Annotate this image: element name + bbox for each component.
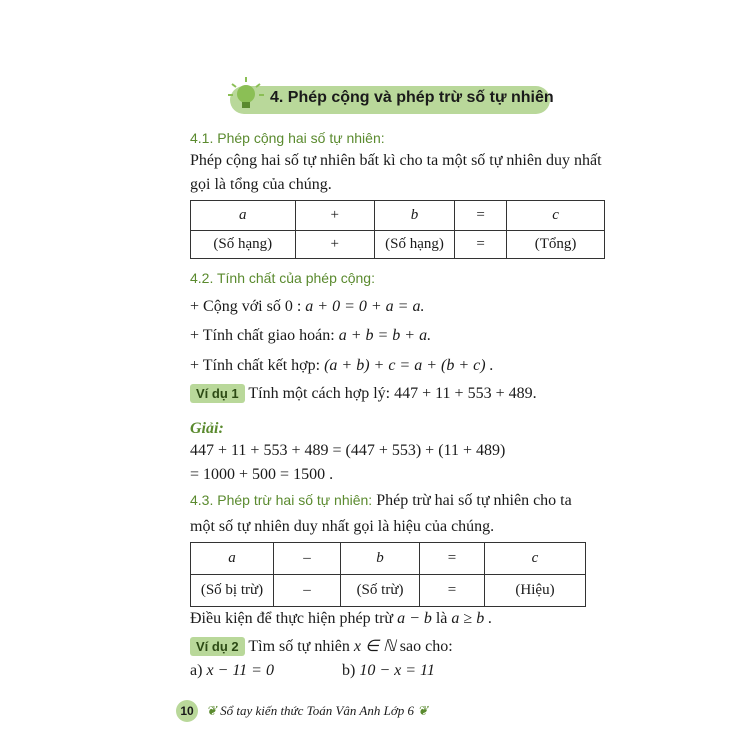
s43-line2: một số tự nhiên duy nhất gọi là hiệu của chúng. bbox=[190, 518, 495, 535]
exercise-b-expr: 10 − x = 11 bbox=[359, 662, 435, 679]
solution-label: Giải: bbox=[190, 420, 224, 437]
footer-line bbox=[206, 703, 428, 719]
condition-expr-2: a ≥ b . bbox=[451, 610, 493, 627]
table-cell: (Tổng) bbox=[507, 231, 605, 259]
table-cell: (Hiệu) bbox=[485, 575, 586, 607]
table-cell: = bbox=[420, 575, 485, 607]
footer-text: Sổ tay kiến thức Toán Vân Anh Lớp 6 bbox=[220, 703, 415, 718]
s43-line1-rest: Phép trừ hai số tự nhiên cho ta bbox=[376, 492, 572, 509]
lightbulb-icon bbox=[224, 74, 268, 118]
example-2-text: Tìm số tự nhiên bbox=[248, 638, 350, 655]
table-cell: a bbox=[191, 201, 296, 231]
example-1-badge: Ví dụ 1 bbox=[190, 384, 245, 403]
table-cell: (Số trừ) bbox=[341, 575, 420, 607]
s43-line1 bbox=[190, 492, 572, 510]
table-cell: + bbox=[295, 231, 375, 259]
property-zero-math: a + 0 = 0 + a = a. bbox=[305, 298, 425, 315]
section-title: 4. Phép cộng và phép trừ số tự nhiên bbox=[270, 89, 554, 106]
heading-4-2: 4.2. Tính chất của phép cộng: bbox=[190, 270, 375, 286]
example-1-text: Tính một cách hợp lý: bbox=[248, 385, 391, 402]
example-2-badge: Ví dụ 2 bbox=[190, 637, 245, 656]
table-cell: b bbox=[341, 543, 420, 575]
table-cell: (Số bị trừ) bbox=[191, 575, 274, 607]
table-cell: + bbox=[295, 201, 375, 231]
solution-line-2: = 1000 + 500 = 1500 . bbox=[190, 466, 334, 483]
property-associative-math: (a + b) + c = a + (b + c) . bbox=[324, 357, 494, 374]
table-cell: = bbox=[420, 543, 485, 575]
page-number: 10 bbox=[176, 700, 198, 722]
condition-text: Điều kiện để thực hiện phép trừ bbox=[190, 610, 394, 627]
solution-line-1: 447 + 11 + 553 + 489 = (447 + 553) + (11 + 489) bbox=[190, 442, 506, 459]
subtraction-table bbox=[190, 542, 586, 607]
exercise-b-label: b) bbox=[342, 662, 356, 679]
condition-expr-1: a − b bbox=[397, 610, 432, 627]
table-cell: c bbox=[507, 201, 605, 231]
s41-line1: Phép cộng hai số tự nhiên bất kì cho ta một số tự nhiên duy nhất bbox=[190, 152, 602, 169]
table-cell: c bbox=[485, 543, 586, 575]
example-1-expr: 447 + 11 + 553 + 489. bbox=[394, 385, 537, 402]
table-cell: = bbox=[455, 201, 507, 231]
exercise-b bbox=[342, 662, 435, 680]
table-cell: – bbox=[274, 543, 341, 575]
property-zero-text: + Cộng với số 0 : bbox=[190, 298, 302, 315]
table-cell: b bbox=[375, 201, 455, 231]
exercise-a-label: a) bbox=[190, 662, 203, 679]
example-2 bbox=[190, 636, 453, 656]
leaf-icon: ❦ bbox=[206, 703, 217, 718]
property-commutative-text: + Tính chất giao hoán: bbox=[190, 327, 335, 344]
condition-line bbox=[190, 610, 492, 628]
property-commutative bbox=[190, 327, 431, 345]
heading-4-1: 4.1. Phép cộng hai số tự nhiên: bbox=[190, 130, 385, 146]
exercise-a-expr: x − 11 = 0 bbox=[206, 662, 274, 679]
addition-table bbox=[190, 200, 605, 259]
property-associative-text: + Tính chất kết hợp: bbox=[190, 357, 321, 374]
table-cell: – bbox=[274, 575, 341, 607]
table-cell: a bbox=[191, 543, 274, 575]
table-cell: = bbox=[455, 231, 507, 259]
example-2-expr: x ∈ ℕ bbox=[353, 638, 396, 655]
condition-mid: là bbox=[435, 610, 448, 627]
example-1 bbox=[190, 384, 537, 403]
exercise-a bbox=[190, 662, 274, 680]
leaf-icon: ❦ bbox=[417, 703, 429, 718]
s41-line2: gọi là tổng của chúng. bbox=[190, 176, 332, 193]
property-associative bbox=[190, 357, 494, 375]
heading-4-3: 4.3. Phép trừ hai số tự nhiên: bbox=[190, 492, 373, 508]
table-cell: (Số hạng) bbox=[375, 231, 455, 259]
property-commutative-math: a + b = b + a. bbox=[338, 327, 432, 344]
table-cell: (Số hạng) bbox=[191, 231, 296, 259]
example-2-tail: sao cho: bbox=[399, 638, 453, 655]
property-zero bbox=[190, 298, 424, 316]
